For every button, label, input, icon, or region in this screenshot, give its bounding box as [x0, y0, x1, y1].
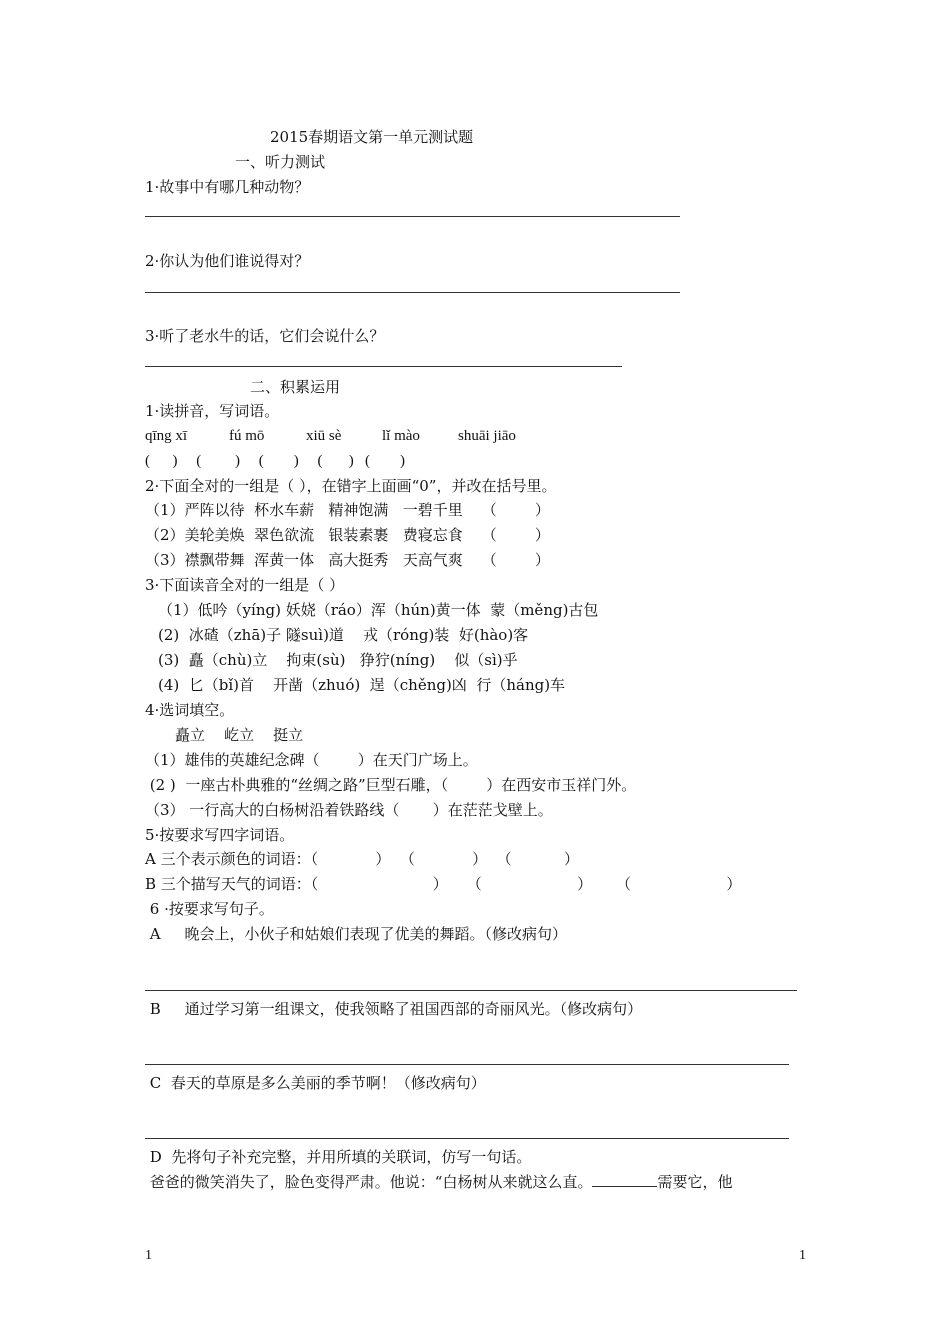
sentence-question: 6 ·按要求写句子。: [145, 900, 274, 918]
page-number-right: 1: [799, 1248, 806, 1263]
pronunciation-option: （1）低吟（yíng) 妖娆（ráo）浑（hún)黄一体 蒙（měng)古包: [158, 601, 599, 619]
pinyin-word: fú mō: [229, 428, 265, 444]
pinyin-word: lǐ mào: [382, 428, 420, 444]
sentence-text: 需要它，他: [657, 1173, 733, 1191]
answer-line[interactable]: [145, 292, 680, 293]
answer-line[interactable]: [145, 366, 622, 367]
listening-q1: 1·故事中有哪几种动物？: [145, 178, 310, 196]
fill-blank[interactable]: [592, 1172, 657, 1187]
page-number-left: 1: [145, 1248, 152, 1263]
typo-option: （1）严阵以待 杯水车薪 精神饱满 一碧千里 （ ）: [145, 501, 550, 519]
sentence-item-d: D 先将句子补充完整，并用所填的关联词，仿写一句话。: [145, 1148, 532, 1166]
answer-line[interactable]: [145, 1064, 789, 1065]
pronunciation-option: (4) 匕（bǐ)首 开凿（zhuó) 逞（chěng)凶 行（háng)车: [158, 676, 566, 694]
pinyin-answer-brackets[interactable]: ( ) ( ) ( ) ( ) ( ): [145, 453, 405, 469]
pronunciation-option: (3) 矗（chù)立 拘束(sù) 狰狞(níng) 似（sì)乎: [158, 651, 518, 669]
pinyin-word: shuāi jiāo: [458, 428, 516, 444]
sentence-item-d-text: [145, 1172, 732, 1192]
weather-words-line: B 三个描写天气的词语：（ ） （ ） （ ）: [145, 875, 742, 893]
fill-word-item: （1）雄伟的英雄纪念碑（ ）在天门广场上。: [145, 751, 478, 769]
pronunciation-option: (2) 冰碴（zhā)子 隧suì)道 戎（róng)装 好(hào)客: [158, 626, 529, 644]
listening-q2: 2·你认为他们谁说得对？: [145, 252, 310, 270]
sentence-text: 爸爸的微笑消失了，脸色变得严肃。他说：“白杨树从来就这么直。: [145, 1173, 593, 1191]
answer-line[interactable]: [145, 990, 797, 991]
typo-option: （2）美轮美焕 翠色欲流 银装素裹 费寝忘食 （ ）: [145, 526, 550, 544]
answer-line[interactable]: [145, 1138, 789, 1139]
word-choices: 矗立 屹立 挺立: [175, 726, 304, 744]
fill-word-item: （3） 一行高大的白杨树沿着铁路线（ ）在茫茫戈壁上。: [145, 801, 553, 819]
sentence-item-c: C 春天的草原是多么美丽的季节啊！（修改病句）: [145, 1074, 486, 1092]
answer-line[interactable]: [145, 216, 680, 217]
pronunciation-question: 3·下面读音全对的一组是（ ）: [145, 576, 345, 594]
pinyin-word: qīng xī: [145, 428, 188, 444]
sentence-item-a: A 晚会上，小伙子和姑娘们表现了优美的舞蹈。（修改病句）: [145, 925, 567, 943]
typo-option: （3）襟飘带舞 浑黄一体 高大挺秀 天高气爽 （ ）: [145, 551, 550, 569]
four-char-question: 5·按要求写四字词语。: [145, 826, 295, 844]
section2-heading: 二、积累运用: [250, 378, 341, 396]
sentence-item-b: B 通过学习第一组课文，使我领略了祖国西部的奇丽风光。（修改病句）: [145, 1000, 643, 1018]
page-title: 2015春期语文第一单元测试题: [270, 128, 474, 146]
fill-word-item: (2 ) 一座古朴典雅的“丝绸之路”巨型石雕，（ ）在西安市玉祥门外。: [145, 776, 637, 794]
pinyin-word: xiū sè: [306, 428, 342, 444]
section1-heading: 一、听力测试: [235, 153, 326, 171]
typo-question: 2·下面全对的一组是（ ），在错字上面画“0”，并改在括号里。: [145, 477, 557, 495]
pinyin-row: [145, 426, 516, 446]
fill-word-question: 4·选词填空。: [145, 701, 235, 719]
color-words-line: A 三个表示颜色的词语：（ ） （ ） （ ）: [145, 850, 580, 868]
pinyin-question: 1·读拼音，写词语。: [145, 402, 280, 420]
listening-q3: 3·听了老水牛的话，它们会说什么？: [145, 327, 385, 345]
